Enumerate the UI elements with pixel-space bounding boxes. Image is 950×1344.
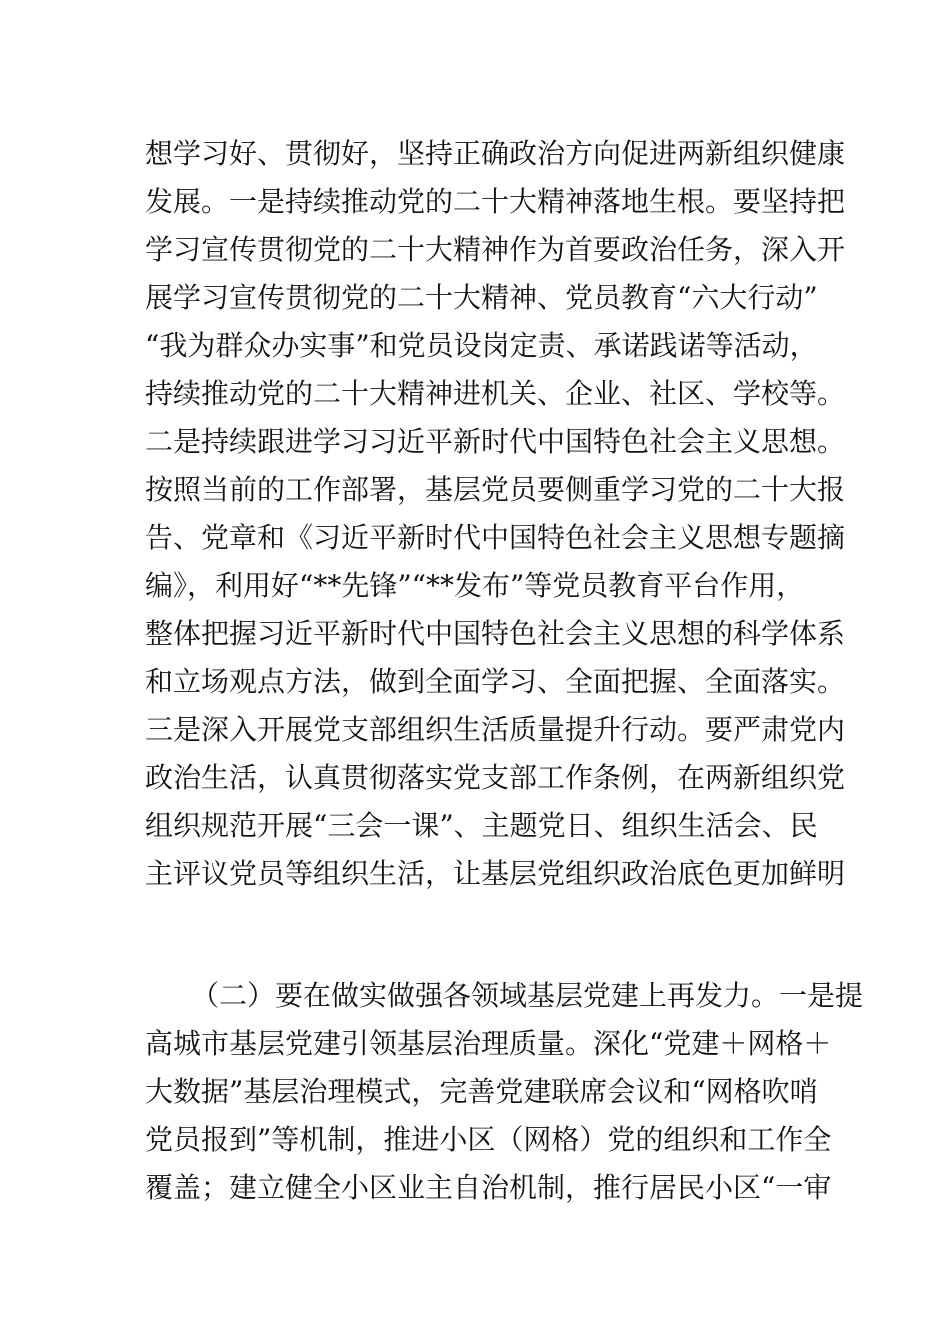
text-line: 学习宣传贯彻党的二十大精神作为首要政治任务，深入开 xyxy=(145,233,846,266)
text-line: （二）要在做实做强各领域基层党建上再发力。一是提 xyxy=(191,979,864,1012)
text-line: 二是持续跟进学习习近平新时代中国特色社会主义思想。 xyxy=(145,425,846,458)
text-line: 组织规范开展“三会一课”、主题党日、组织生活会、民 xyxy=(145,809,818,842)
text-line: 主评议党员等组织生活，让基层党组织政治底色更加鲜明 xyxy=(145,857,846,890)
text-line: 政治生活，认真贯彻落实党支部工作条例，在两新组织党 xyxy=(145,761,846,794)
text-line: 发展。一是持续推动党的二十大精神落地生根。要坚持把 xyxy=(145,185,846,218)
text-line: 高城市基层党建引领基层治理质量。深化“党建＋网格＋ xyxy=(145,1027,832,1060)
text-line: 和立场观点方法，做到全面学习、全面把握、全面落实。 xyxy=(145,665,846,698)
text-line: 持续推动党的二十大精神进机关、企业、社区、学校等。 xyxy=(145,377,846,410)
text-line: 覆盖；建立健全小区业主自治机制，推行居民小区“一审 xyxy=(145,1171,832,1204)
text-line: 告、党章和《习近平新时代中国特色社会主义思想专题摘 xyxy=(145,521,846,554)
text-line: 党员报到”等机制，推进小区（网格）党的组织和工作全 xyxy=(145,1123,832,1156)
text-line: 展学习宣传贯彻党的二十大精神、党员教育“六大行动” xyxy=(145,281,818,314)
text-line: 整体把握习近平新时代中国特色社会主义思想的科学体系 xyxy=(145,617,846,650)
text-line: 大数据”基层治理模式，完善党建联席会议和“网格吹哨 xyxy=(145,1075,818,1108)
text-line: 按照当前的工作部署，基层党员要侧重学习党的二十大报 xyxy=(145,473,846,506)
text-line: 三是深入开展党支部组织生活质量提升行动。要严肃党内 xyxy=(145,713,846,746)
text-line: 编》，利用好“**先锋”“**发布”等党员教育平台作用， xyxy=(145,569,805,602)
text-line: “我为群众办实事”和党员设岗定责、承诺践诺等活动， xyxy=(145,329,818,362)
text-line: 想学习好、贯彻好，坚持正确政治方向促进两新组织健康 xyxy=(145,137,846,170)
